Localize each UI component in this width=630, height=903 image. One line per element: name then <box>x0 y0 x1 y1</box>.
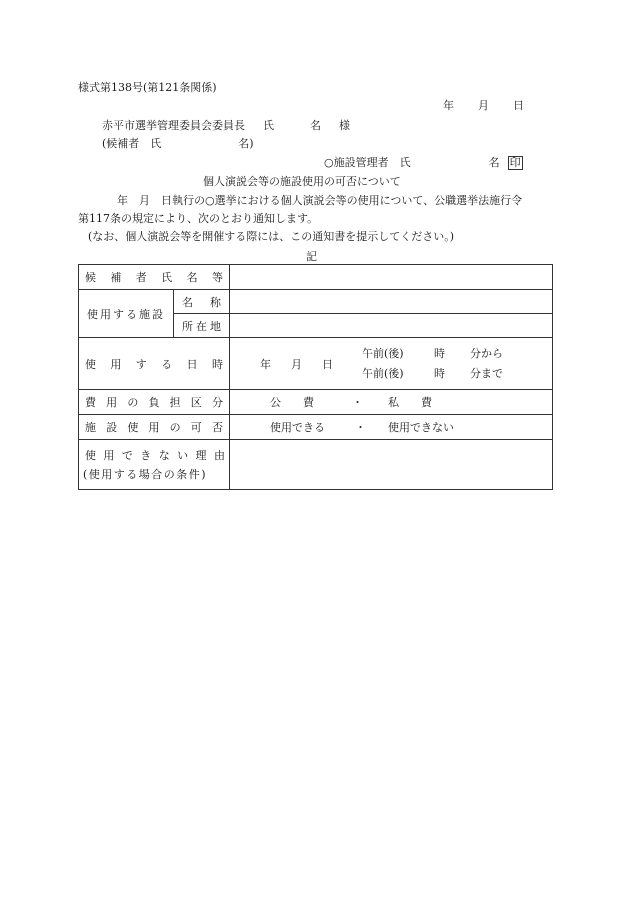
cost-separator: ・ <box>352 396 363 409</box>
label-facility-address-char: 所 <box>182 319 193 333</box>
value-usable[interactable] <box>230 415 553 440</box>
label-cost <box>79 390 230 415</box>
value-cost[interactable] <box>230 390 553 415</box>
body-line-2: 第117条の規定により、次のとおり通知します。 <box>78 212 319 225</box>
row-facility-name <box>79 290 553 314</box>
manager-mei: 名 <box>488 156 500 169</box>
cost-public-option[interactable]: 公 費 <box>270 396 314 409</box>
label-reason-char: き <box>140 449 152 462</box>
label-candidate-name-char: 名 <box>186 271 198 284</box>
date-line <box>443 100 548 111</box>
label-usable-char: 使 <box>127 421 139 434</box>
datetime-ymd-char: 月 <box>291 357 302 371</box>
cost-private-option[interactable]: 私 費 <box>388 396 432 409</box>
label-reason-char: い <box>177 449 189 462</box>
label-cost-char: 担 <box>169 396 181 409</box>
manager-line <box>324 156 523 170</box>
time-range <box>362 344 503 384</box>
label-facility-address-char: 地 <box>210 319 221 333</box>
usable-no-option[interactable]: 使用できない <box>388 421 454 434</box>
form-number: 様式第138号(第121条関係) <box>78 81 217 94</box>
addressee-org: 赤平市選挙管理委員会委員長 <box>102 119 245 132</box>
label-candidate-name <box>79 265 230 290</box>
seal-mark: 印 <box>509 156 521 169</box>
start-ampm: 午前(後) <box>362 346 404 360</box>
body-line-3: (なお、個人演説会等を開催する際には、この通知書を提示してください。) <box>88 230 455 243</box>
label-reason <box>79 440 230 490</box>
candidate-line: (候補者 氏 名) <box>102 137 254 150</box>
label-datetime-char: 用 <box>110 357 122 371</box>
row-candidate-name <box>79 265 553 290</box>
label-datetime-char: 使 <box>85 357 96 371</box>
body-line-1: 年 月 日執行の○選挙における個人演説会等の使用について、公職選挙法施行令 <box>117 194 523 207</box>
label-usable-char: 可 <box>190 421 202 434</box>
label-reason-char: 使 <box>85 449 96 462</box>
manager-label: ○施設管理者 氏 <box>324 156 411 169</box>
label-candidate-name-char: 等 <box>211 271 223 284</box>
label-usable-char: の <box>169 421 181 434</box>
usable-separator: ・ <box>355 421 366 434</box>
label-usable-char: 否 <box>211 421 223 434</box>
value-reason[interactable] <box>230 440 553 490</box>
row-datetime <box>79 338 553 390</box>
row-usable <box>79 415 553 440</box>
datetime-ymd-char: 年 <box>260 357 271 371</box>
start-hour: 時 <box>434 346 445 360</box>
label-reason-char: 由 <box>213 449 225 462</box>
addressee-sama: 様 <box>339 119 350 132</box>
row-cost <box>79 390 553 415</box>
end-min: 分まで <box>470 366 503 380</box>
date-month: 月 <box>478 99 489 112</box>
addressee-mei: 名 <box>310 119 321 132</box>
label-usable <box>79 415 230 440</box>
label-reason-char: な <box>158 449 170 462</box>
label-datetime-char: る <box>161 357 173 371</box>
end-ampm: 午前(後) <box>362 366 404 380</box>
label-facility <box>79 290 174 338</box>
label-reason-char: 用 <box>103 449 115 462</box>
label-cost-char: 分 <box>211 396 223 409</box>
ki-mark: 記 <box>306 250 317 263</box>
label-candidate-name-char: 氏 <box>161 271 173 284</box>
start-min: 分から <box>470 346 503 360</box>
date-day: 日 <box>513 99 524 112</box>
label-facility-name-char: 称 <box>210 295 221 309</box>
label-facility-text: 使用する施設 <box>87 307 165 321</box>
label-facility-address-char: 在 <box>196 319 207 333</box>
label-datetime <box>79 338 230 390</box>
label-reason-char: 理 <box>195 449 207 462</box>
addressee-line <box>102 120 350 131</box>
label-facility-name-char: 名 <box>182 295 193 309</box>
datetime-ymd-char: 日 <box>322 357 333 371</box>
label-reason-char: で <box>121 449 133 462</box>
label-candidate-name-char: 候 <box>85 271 96 284</box>
label-facility-name <box>174 290 230 314</box>
value-datetime[interactable] <box>230 338 553 390</box>
label-datetime-char: す <box>135 357 147 371</box>
label-candidate-name-char: 補 <box>110 271 122 284</box>
label-usable-char: 施 <box>85 421 96 434</box>
label-cost-char: 区 <box>190 396 202 409</box>
value-facility-name[interactable] <box>230 290 553 314</box>
notice-form-table <box>78 264 553 490</box>
label-candidate-name-char: 者 <box>135 271 147 284</box>
label-cost-char: 負 <box>148 396 160 409</box>
usable-yes-option[interactable]: 使用できる <box>270 421 325 434</box>
label-reason-condition: (使用する場合の条件) <box>83 468 208 481</box>
label-cost-char: 費 <box>85 396 96 409</box>
value-candidate-name[interactable] <box>230 265 553 290</box>
label-datetime-char: 時 <box>211 357 223 371</box>
addressee-shi: 氏 <box>263 119 274 132</box>
label-cost-char: の <box>127 396 139 409</box>
label-datetime-char: 日 <box>186 357 198 371</box>
label-usable-char: 設 <box>106 421 118 434</box>
end-hour: 時 <box>434 366 445 380</box>
date-year: 年 <box>443 99 454 112</box>
row-reason <box>79 440 553 490</box>
label-usable-char: 用 <box>148 421 160 434</box>
label-cost-char: 用 <box>106 396 118 409</box>
label-facility-address <box>174 314 230 338</box>
value-facility-address[interactable] <box>230 314 553 338</box>
document-title: 個人演説会等の施設使用の可否について <box>203 175 401 188</box>
